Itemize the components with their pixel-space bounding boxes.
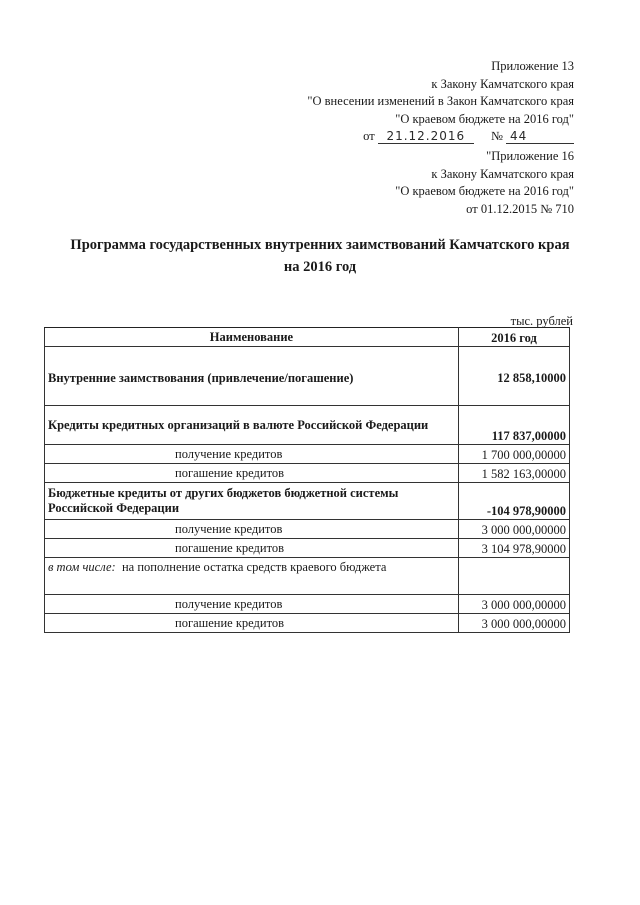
annex-16-line1: "Приложение 16	[486, 149, 574, 163]
table-row	[45, 464, 570, 483]
table-row	[45, 614, 570, 633]
row-value: 3 104 978,90000	[458, 539, 569, 558]
handwritten-number: 44	[506, 129, 574, 144]
table-row	[45, 539, 570, 558]
row-value: -104 978,90000	[458, 483, 569, 520]
row-value: 1 700 000,00000	[458, 445, 569, 464]
annex-16-line3: "О краевом бюджете на 2016 год"	[395, 184, 574, 198]
row-prefix: в том числе:	[48, 560, 116, 574]
row-value: 1 582 163,00000	[458, 464, 569, 483]
handwritten-date: 21.12.2016	[378, 129, 474, 144]
number-prefix: №	[490, 129, 503, 143]
table-row	[45, 483, 570, 520]
row-name: получение кредитов	[45, 445, 459, 464]
annex-16-header	[395, 148, 574, 218]
table-header-row	[45, 328, 570, 347]
annex-13-line4: "О краевом бюджете на 2016 год"	[395, 111, 574, 126]
table-row	[45, 595, 570, 614]
row-value: 3 000 000,00000	[458, 520, 569, 539]
annex-13-line2: к Закону Камчатского края	[431, 76, 574, 91]
row-value	[458, 558, 569, 595]
annex-13-header	[307, 58, 574, 146]
title-line2: на 2016 год	[283, 259, 357, 275]
document-title	[40, 234, 600, 278]
row-value: 117 837,00000	[458, 406, 569, 445]
col-header-name: Наименование	[45, 328, 459, 347]
table-row	[45, 406, 570, 445]
row-name	[45, 558, 459, 595]
row-value: 12 858,10000	[458, 347, 569, 406]
row-name: погашение кредитов	[45, 614, 459, 633]
row-name: погашение кредитов	[45, 464, 459, 483]
annex-13-date-line	[307, 128, 574, 146]
annex-16-line4: от 01.12.2015 № 710	[466, 201, 574, 216]
borrowing-table	[44, 327, 570, 633]
annex-13-line3: "О внесении изменений в Закон Камчатского края	[307, 94, 574, 108]
row-value: 3 000 000,00000	[458, 614, 569, 633]
table-row	[45, 347, 570, 406]
row-name: Бюджетные кредиты от других бюджетов бюджетной системы Российской Федерации	[45, 483, 459, 520]
table-row	[45, 558, 570, 595]
row-name: получение кредитов	[45, 595, 459, 614]
table-row	[45, 520, 570, 539]
annex-13-line1: Приложение 13	[491, 59, 574, 73]
row-name: Кредиты кредитных организаций в валюте Российской Федерации	[45, 406, 459, 445]
row-name: получение кредитов	[45, 520, 459, 539]
annex-16-line2: к Закону Камчатского края	[431, 166, 574, 181]
row-name: погашение кредитов	[45, 539, 459, 558]
row-value: 3 000 000,00000	[458, 595, 569, 614]
row-name: Внутренние заимствования (привлечение/погашение)	[45, 347, 459, 406]
col-header-year: 2016 год	[458, 328, 569, 347]
table-row	[45, 445, 570, 464]
units-label: тыс. рублей	[510, 314, 573, 328]
title-line1: Программа государственных внутренних заимствований Камчатского края	[70, 237, 570, 253]
date-prefix: от	[363, 129, 375, 143]
row-name-text: на пополнение остатка средств краевого бюджета	[121, 560, 387, 574]
